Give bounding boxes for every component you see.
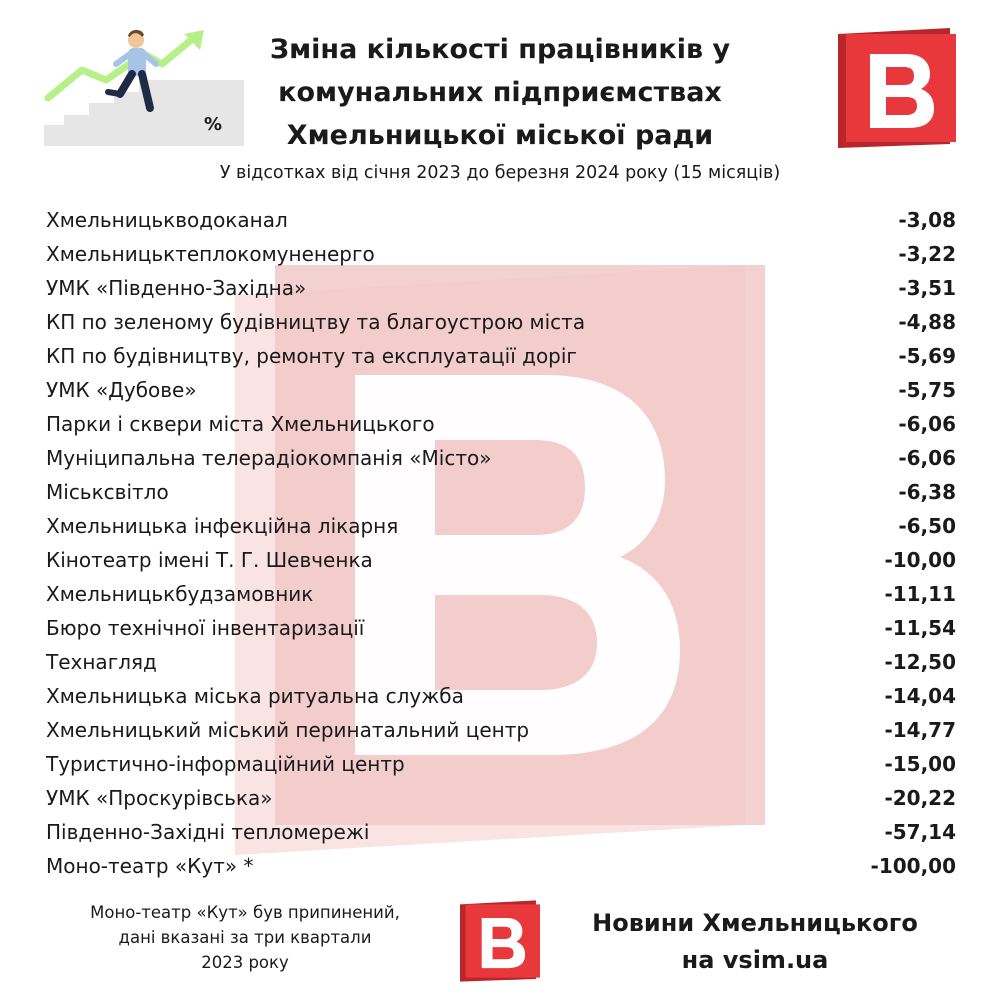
enterprise-name: Кінотеатр імені Т. Г. Шевченка <box>46 548 373 572</box>
enterprise-name: УМК «Проскурівська» <box>46 786 273 810</box>
change-value: -5,75 <box>898 378 956 402</box>
enterprise-name: Міськсвітло <box>46 480 169 504</box>
change-value: -6,06 <box>898 412 956 436</box>
table-row <box>46 645 956 679</box>
change-value: -14,77 <box>884 718 956 742</box>
table-row <box>46 475 956 509</box>
change-value: -6,06 <box>898 446 956 470</box>
enterprise-name: Муніципальна телерадіокомпанія «Місто» <box>46 446 492 470</box>
change-value: -100,00 <box>870 854 956 878</box>
brand-logo-small <box>460 900 540 982</box>
table-row <box>46 815 956 849</box>
title-line: Хмельницької міської ради <box>286 120 714 151</box>
change-value: -14,04 <box>884 684 956 708</box>
brand-line: на vsim.ua <box>681 946 829 974</box>
enterprise-name: Технагляд <box>46 650 157 674</box>
change-value: -57,14 <box>884 820 956 844</box>
table-row <box>46 203 956 237</box>
enterprise-name: Хмельницькбудзамовник <box>46 582 314 606</box>
table-row <box>46 543 956 577</box>
enterprise-name: Хмельницька інфекційна лікарня <box>46 514 399 538</box>
table-row <box>46 509 956 543</box>
change-value: -11,11 <box>884 582 956 606</box>
change-value: -4,88 <box>898 310 956 334</box>
change-value: -3,08 <box>898 208 956 232</box>
enterprise-name: КП по будівництву, ремонту та експлуатації доріг <box>46 344 577 368</box>
footnote-line: Моно-театр «Кут» був припинений, <box>90 903 400 922</box>
data-table <box>46 203 956 883</box>
change-value: -20,22 <box>884 786 956 810</box>
enterprise-name: Хмельницький міський перинатальний центр <box>46 718 530 742</box>
change-value: -12,50 <box>884 650 956 674</box>
table-row <box>46 713 956 747</box>
table-row <box>46 747 956 781</box>
table-row <box>46 237 956 271</box>
table-row <box>46 305 956 339</box>
enterprise-name: КП по зеленому будівництву та благоустрою міста <box>46 310 586 334</box>
table-row <box>46 373 956 407</box>
enterprise-name: Хмельницька міська ритуальна служба <box>46 684 464 708</box>
enterprise-name: УМК «Дубове» <box>46 378 197 402</box>
brand-line: Новини Хмельницького <box>592 909 918 937</box>
change-value: -3,51 <box>898 276 956 300</box>
table-row <box>46 339 956 373</box>
enterprise-name: Хмельницьктеплокомуненерго <box>46 242 375 266</box>
footnote <box>50 900 440 975</box>
percent-label: % <box>204 114 223 135</box>
table-row <box>46 441 956 475</box>
enterprise-name: УМК «Південно-Західна» <box>46 276 307 300</box>
footnote-line: 2023 року <box>201 953 289 972</box>
table-row <box>46 679 956 713</box>
enterprise-name: Моно-театр «Кут» * <box>46 854 254 878</box>
change-value: -11,54 <box>884 616 956 640</box>
table-row <box>46 781 956 815</box>
change-value: -6,50 <box>898 514 956 538</box>
change-value: -15,00 <box>884 752 956 776</box>
table-row <box>46 407 956 441</box>
change-value: -3,22 <box>898 242 956 266</box>
change-value: -6,38 <box>898 480 956 504</box>
enterprise-name: Бюро технічної інвентаризації <box>46 616 365 640</box>
change-value: -5,69 <box>898 344 956 368</box>
page-title <box>240 28 760 157</box>
chart-subtitle: У відсотках від січня 2023 до березня 2024 року (15 місяців) <box>219 163 781 183</box>
enterprise-name: Парки і сквери міста Хмельницького <box>46 412 435 436</box>
table-row <box>46 577 956 611</box>
enterprise-name: Хмельницькводоканал <box>46 208 288 232</box>
growth-illustration <box>44 20 244 148</box>
table-row <box>46 849 956 883</box>
title-line: комунальних підприємствах <box>278 77 722 108</box>
footnote-line: дані вказані за три квартали <box>118 928 372 947</box>
enterprise-name: Туристично-інформаційний центр <box>46 752 405 776</box>
change-value: -10,00 <box>884 548 956 572</box>
table-row <box>46 611 956 645</box>
brand-caption <box>560 905 950 979</box>
enterprise-name: Південно-Західні тепломережі <box>46 820 370 844</box>
table-row <box>46 271 956 305</box>
brand-logo <box>838 28 956 148</box>
title-line: Зміна кількості працівників у <box>269 34 731 65</box>
